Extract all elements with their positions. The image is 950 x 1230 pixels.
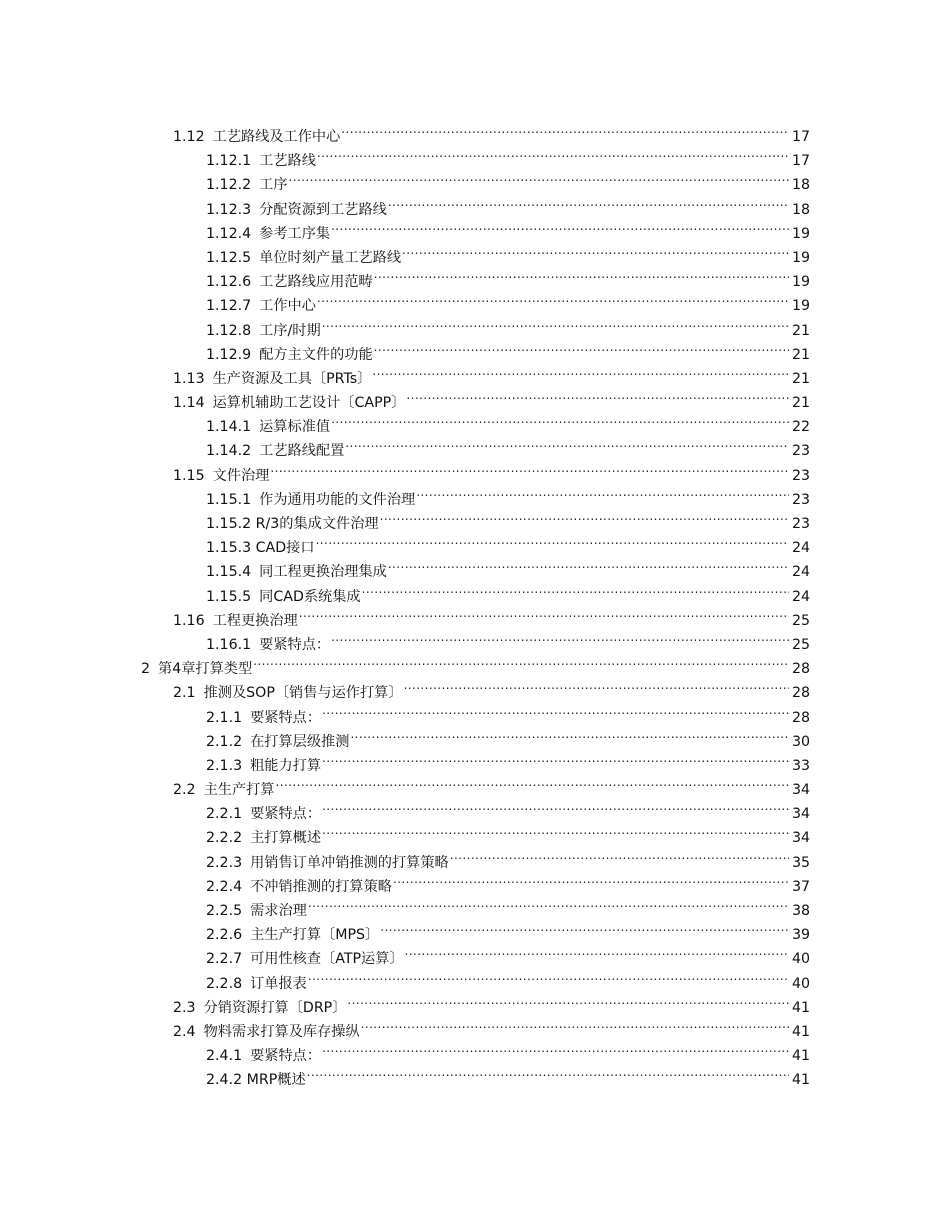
toc-entry-number: 2.2.7 [206, 951, 243, 968]
toc-entry-page-number: 19 [791, 298, 810, 315]
dot-leader [317, 286, 789, 310]
toc-entry[interactable] [0, 843, 950, 871]
toc-entry-title: 订单报表 [250, 975, 307, 992]
toc-entry[interactable] [0, 794, 950, 823]
toc-entry[interactable] [0, 359, 950, 387]
toc-entry-number: 1.16.1 [206, 636, 252, 653]
dot-leader [362, 577, 789, 601]
dot-leader [322, 698, 789, 722]
toc-entry-page-number: 25 [791, 636, 810, 653]
toc-entry-title: 同工程更换治理集成 [259, 564, 387, 581]
toc-entry-page-number: 17 [791, 153, 810, 170]
toc-entry-title: 单位时刻产量工艺路线 [259, 249, 402, 266]
dot-leader [374, 335, 789, 359]
dot-leader [316, 528, 789, 552]
toc-entry[interactable] [0, 625, 950, 653]
toc-entry-number: 1.12.9 [206, 346, 252, 363]
toc-entry-page-number: 41 [791, 1048, 810, 1065]
toc-entry-number: 1.12.4 [206, 225, 252, 242]
toc-entry-title: 主打算概述 [250, 830, 322, 847]
dot-leader [388, 190, 789, 214]
toc-entry-number: 2 [141, 661, 151, 678]
toc-entry-page-number: 40 [791, 951, 810, 968]
toc-entry-page-number: 41 [791, 1072, 810, 1089]
toc-entry[interactable] [0, 141, 950, 170]
dot-leader [405, 939, 789, 963]
toc-entry[interactable] [0, 286, 950, 315]
toc-entry-page-number: 38 [791, 903, 810, 919]
dot-leader [393, 867, 789, 891]
toc-entry[interactable] [0, 722, 950, 750]
toc-entry-number: 1.12.2 [206, 177, 252, 194]
toc-entry-title: 运算标准值 [259, 419, 331, 436]
toc-entry-number: 1.15.1 [206, 491, 252, 508]
toc-entry-page-number: 25 [791, 612, 810, 629]
toc-entry[interactable] [0, 504, 950, 532]
toc-entry-number: 1.15 [173, 467, 205, 484]
toc-entry-number: 2.1.2 [206, 733, 243, 750]
toc-entry-page-number: 40 [791, 975, 810, 992]
toc-entry-page-number: 41 [791, 1023, 810, 1040]
toc-entry-title: 要紧特点： [250, 1048, 322, 1065]
toc-entry[interactable] [0, 577, 950, 605]
toc-entry-page-number: 19 [791, 225, 810, 242]
dot-leader [276, 770, 789, 794]
toc-entry[interactable] [0, 117, 950, 145]
toc-entry-number: 1.12.7 [206, 298, 252, 315]
dot-leader [299, 601, 789, 625]
toc-entry-number: 2.4 [173, 1023, 196, 1040]
dot-leader [289, 165, 789, 189]
toc-entry-page-number: 23 [791, 491, 810, 508]
toc-entry-number: 2.2.2 [206, 830, 243, 847]
dot-leader [270, 456, 789, 480]
dot-leader [345, 431, 789, 455]
toc-entry-number: 2.1 [173, 685, 196, 702]
toc-entry-page-number: 18 [791, 201, 810, 218]
toc-entry[interactable] [0, 238, 950, 266]
toc-entry-number: 2.2.6 [206, 927, 243, 944]
toc-entry[interactable] [0, 867, 950, 895]
toc-entry-title: 分配资源到工艺路线 [259, 201, 387, 218]
toc-entry[interactable] [0, 335, 950, 363]
dot-leader [416, 480, 789, 504]
toc-entry-number: 1.14 [173, 395, 205, 412]
toc-entry[interactable] [0, 1012, 950, 1040]
toc-entry[interactable] [0, 552, 950, 581]
toc-entry[interactable] [0, 891, 950, 919]
dot-leader [380, 915, 789, 939]
toc-entry-number: 1.12.6 [206, 274, 252, 291]
toc-entry-title: 分销资源打算〔DRP〕 [203, 999, 347, 1016]
toc-entry[interactable] [0, 964, 950, 992]
toc-entry-page-number: 19 [791, 274, 810, 291]
toc-entry-title: 运算机辅助工艺设计〔CAPP〕 [212, 395, 406, 412]
toc-entry[interactable] [0, 214, 950, 242]
dot-leader [322, 1036, 789, 1060]
toc-entry-title: 需求治理 [250, 903, 307, 919]
toc-entry-title: 工程更换治理 [212, 612, 298, 629]
toc-entry-title: 粗能力打算 [250, 757, 322, 774]
toc-entry[interactable] [0, 988, 950, 1016]
toc-entry-title: 要紧特点： [259, 636, 331, 653]
toc-entry-page-number: 19 [791, 249, 810, 266]
toc-entry-page-number: 21 [791, 370, 810, 387]
dot-leader [308, 891, 789, 915]
dot-leader [331, 625, 789, 649]
toc-entry-number: 1.15.5 [206, 588, 252, 605]
toc-entry-title: 作为通用功能的文件治理 [259, 491, 416, 508]
toc-entry-number: 1.13 [173, 370, 205, 387]
toc-entry-number: 1.15.4 [206, 564, 252, 581]
toc-entry-page-number: 34 [791, 782, 810, 799]
toc-entry-title: 主生产打算 [203, 782, 275, 799]
toc-entry-title: 可用性核查〔ATP运算〕 [250, 951, 404, 968]
toc-entry-title: 1.15.2 R/3的集成文件治理 [206, 516, 379, 532]
toc-entry-number: 2.4.1 [206, 1048, 243, 1065]
dot-leader [450, 843, 789, 867]
toc-entry[interactable] [0, 601, 950, 629]
dot-leader [307, 1060, 789, 1084]
toc-entry-title: 工序 [259, 177, 288, 194]
toc-entry-title: 工艺路线应用范畴 [259, 274, 373, 291]
toc-entry-number: 2.2.8 [206, 975, 243, 992]
toc-entry-number: 2.1.1 [206, 709, 243, 726]
toc-entry-title: 生产资源及工具〔PRTs〕 [212, 370, 372, 387]
dot-leader [317, 141, 789, 165]
toc-entry-title: 配方主文件的功能 [259, 346, 373, 363]
dot-leader [347, 988, 789, 1012]
toc-entry-number: 1.12.8 [206, 322, 252, 339]
dot-leader [388, 552, 789, 576]
toc-entry-page-number: 21 [791, 322, 810, 339]
toc-entry-page-number: 24 [791, 564, 810, 581]
dot-leader [322, 794, 789, 818]
toc-entry[interactable] [0, 528, 950, 557]
toc-entry[interactable] [0, 262, 950, 291]
toc-entry-page-number: 28 [791, 661, 810, 678]
dot-leader [331, 214, 789, 238]
toc-entry-number: 1.12.3 [206, 201, 252, 218]
toc-entry-title: 不冲销推测的打算策略 [250, 878, 392, 895]
toc-entry-number: 2.2 [173, 782, 196, 799]
toc-entry-title: 在打算层级推测 [250, 733, 350, 750]
toc-entry-number: 1.12 [173, 129, 205, 145]
toc-entry[interactable] [0, 165, 950, 194]
toc-entry[interactable] [0, 649, 950, 678]
toc-entry[interactable] [0, 746, 950, 774]
toc-entry-number: 2.1.3 [206, 757, 243, 774]
toc-entry-title: 同CAD系统集成 [259, 588, 361, 605]
dot-leader [372, 359, 789, 383]
toc-entry-page-number: 23 [791, 516, 810, 532]
dot-leader [350, 722, 789, 746]
toc-entry[interactable] [0, 1036, 950, 1065]
toc-entry[interactable] [0, 383, 950, 412]
toc-entry-number: 1.14.2 [206, 443, 252, 460]
toc-entry-page-number: 37 [791, 878, 810, 895]
toc-entry-number: 2.2.4 [206, 878, 243, 895]
toc-entry-page-number: 21 [791, 346, 810, 363]
dot-leader [341, 117, 789, 141]
toc-entry-page-number: 33 [791, 757, 810, 774]
toc-entry-page-number: 35 [791, 854, 810, 871]
toc-entry-page-number: 17 [791, 129, 810, 145]
toc-entry[interactable] [0, 311, 950, 339]
toc-entry-page-number: 34 [791, 806, 810, 823]
toc-entry-title: 要紧特点： [250, 709, 322, 726]
dot-leader [253, 649, 789, 673]
toc-entry-title: 参考工序集 [259, 225, 331, 242]
toc-entry[interactable] [0, 915, 950, 944]
toc-entry[interactable] [0, 1060, 950, 1089]
toc-entry-number: 2.3 [173, 999, 196, 1016]
toc-entry-title: 工作中心 [259, 298, 316, 315]
toc-entry-title: 工序/时期 [259, 322, 321, 339]
toc-entry-title: 第4章打算类型 [158, 661, 253, 678]
toc-entry-number: 1.16 [173, 612, 205, 629]
toc-entry-title: 主生产打算〔MPS〕 [250, 927, 380, 944]
toc-entry-title: 要紧特点： [250, 806, 322, 823]
toc-entry-page-number: 28 [791, 685, 810, 702]
dot-leader [322, 746, 789, 770]
toc-entry[interactable] [0, 431, 950, 460]
toc-entry[interactable] [0, 407, 950, 436]
toc-entry[interactable] [0, 770, 950, 799]
toc-entry-page-number: 21 [791, 395, 810, 412]
toc-entry-number: 2.2.3 [206, 854, 243, 871]
toc-entry-page-number: 23 [791, 467, 810, 484]
toc-entry-number: 1.12.5 [206, 249, 252, 266]
toc-entry[interactable] [0, 456, 950, 484]
dot-leader [406, 383, 789, 407]
toc-entry-number: 2.2.5 [206, 903, 243, 919]
toc-entry[interactable] [0, 480, 950, 508]
dot-leader [322, 818, 789, 842]
dot-leader [374, 262, 789, 286]
toc-entry[interactable] [0, 673, 950, 702]
toc-entry-page-number: 24 [791, 540, 810, 557]
toc-entry[interactable] [0, 698, 950, 726]
toc-entry-page-number: 41 [791, 999, 810, 1016]
toc-entry-number: 1.12.1 [206, 153, 252, 170]
dot-leader [380, 504, 789, 528]
toc-entry-page-number: 28 [791, 709, 810, 726]
toc-entry-page-number: 24 [791, 588, 810, 605]
toc-entry-title: 2.4.2 MRP概述 [206, 1072, 306, 1089]
toc-entry-title: 工艺路线 [259, 153, 316, 170]
toc-entry-page-number: 30 [791, 733, 810, 750]
toc-entry-page-number: 34 [791, 830, 810, 847]
toc-entry-title: 1.15.3 CAD接口 [206, 540, 315, 557]
toc-entry-title: 工艺路线及工作中心 [212, 129, 341, 145]
toc-entry-title: 文件治理 [212, 467, 270, 484]
toc-entry[interactable] [0, 818, 950, 847]
dot-leader [322, 311, 789, 335]
dot-leader [404, 673, 789, 697]
dot-leader [331, 407, 789, 431]
toc-entry-number: 2.2.1 [206, 806, 243, 823]
toc-entry-page-number: 39 [791, 927, 810, 944]
toc-entry-title: 物料需求打算及库存操纵 [203, 1023, 360, 1040]
toc-entry-number: 1.14.1 [206, 419, 252, 436]
toc-entry-page-number: 23 [791, 443, 810, 460]
toc-entry[interactable] [0, 939, 950, 968]
dot-leader [308, 964, 789, 988]
dot-leader [402, 238, 789, 262]
toc-entry-page-number: 22 [791, 419, 810, 436]
table-of-contents [0, 117, 950, 1089]
toc-entry-page-number: 18 [791, 177, 810, 194]
toc-entry-title: 用销售订单冲销推测的打算策略 [250, 854, 449, 871]
dot-leader [361, 1012, 789, 1036]
toc-entry-title: 工艺路线配置 [259, 443, 345, 460]
toc-entry-title: 推测及SOP〔销售与运作打算〕 [203, 685, 403, 702]
toc-entry[interactable] [0, 190, 950, 218]
